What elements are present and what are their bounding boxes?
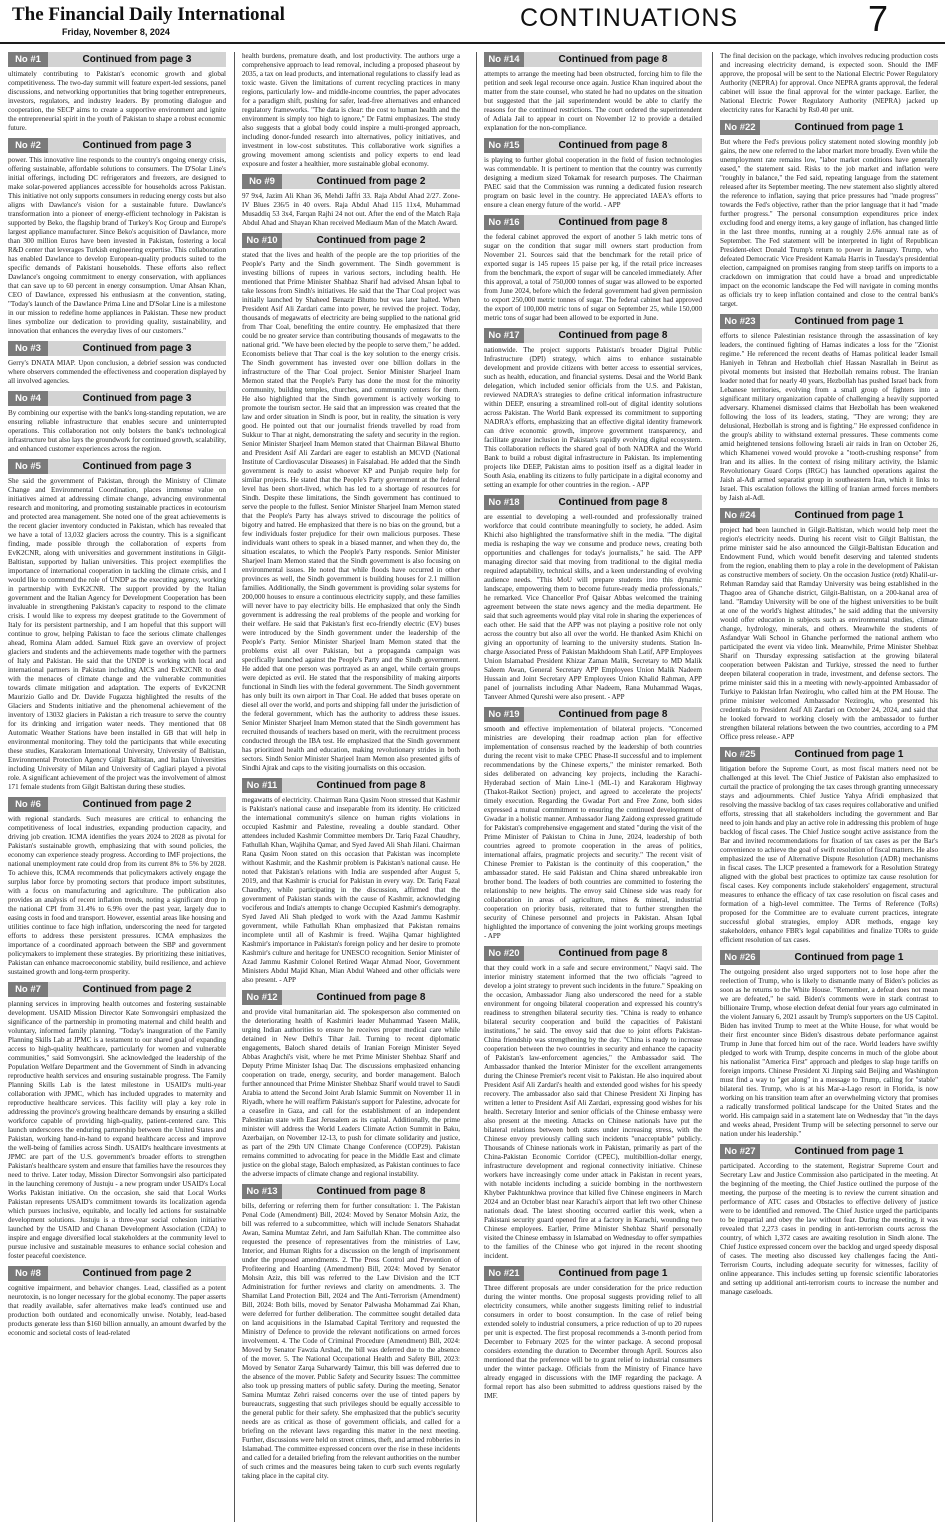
story xyxy=(8,391,226,454)
story xyxy=(8,52,226,133)
story-number: No #10 xyxy=(242,233,282,248)
continued-from-label: Continued from page 2 xyxy=(82,799,192,810)
story xyxy=(242,52,460,169)
continued-from-label: Continued from page 1 xyxy=(794,122,904,133)
continued-from-label: Continued from page 2 xyxy=(316,235,426,246)
story-body: By combining our expertise with the bank's long-standing reputation, we are ensuring reliable infrastructure that enables secure and uninterrupted operations. This collaboration not only bolsters the bank's technological infrastructure but also lays the groundwork for continued growth, scalability, and enhanced customer experiences across the region. xyxy=(8,409,226,453)
continued-from-label: Continued from page 8 xyxy=(558,217,668,228)
story xyxy=(8,982,226,1261)
story-header xyxy=(484,495,702,510)
story-number: No #26 xyxy=(720,950,760,965)
section-title: CONTINUATIONS xyxy=(520,4,739,32)
story-number: No #6 xyxy=(8,797,48,812)
story-number: No #4 xyxy=(8,391,48,406)
continued-from-label: Continued from page 2 xyxy=(316,176,426,187)
story-number: No #2 xyxy=(8,138,48,153)
story-number: No #24 xyxy=(720,508,760,523)
story xyxy=(484,946,702,1261)
story-header xyxy=(8,341,226,356)
story-body: participated. According to the statement, Registrar Supreme Court and Secretary Law and Justice Commission also participated in the meeting. At the beginning of the meeting, the Chief Justice outlined the purpose of the meeting, the purpose of the meeting is to review the current situation and performance of ATC cases and Obstacles to effective delivery of justice were to be identified and removed. The Chief Justice urged the participants to be impartial and obey the law without fear. During the meeting, it was revealed that 2,273 cases in pending in anti-terrorism courts across the country, of which 1,372 cases are awaiting resolution in Sindh alone. The Chief Justice expressed concern over the backlog and urged speedy disposal of cases. The meeting also discussed key challenges facing the Anti-Terrorism Courts, including adequate security for witnesses, facility of online appearance. This includes setting up forensic scientific laboratories and setting up additional anti-terrorism courts to increase the number and manage caseloads. xyxy=(720,1162,938,1296)
story-header xyxy=(720,120,938,135)
story xyxy=(242,1184,460,1481)
story-header xyxy=(484,138,702,153)
continued-from-label: Continued from page 3 xyxy=(82,54,192,65)
story-number: No #11 xyxy=(242,778,282,793)
continued-from-label: Continued from page 8 xyxy=(316,992,426,1003)
story-number: No #12 xyxy=(242,990,282,1005)
story-body: smooth and effective implementation of bilateral projects. "Concerned ministries are developing their roadmap action plan for effective implementation of consensus reached by the leadership of both countries during the recent visit to make CPEC Phase-II successful and to implement recommendations by the Chinese experts," the minister remarked. Both sides deliberated on advancing key projects, including the Karachi-Hyderabad section of Main Line-1 (ML-1) and Karakoram Highway (Thakot-Raikot Section) project, and agreed to accelerate the projects' timely execution. Regarding the Gwadar Port and Free Zone, both sides expressed a mutual commitment to ensuring the continued development of Gwadar in a holistic manner. Ambassador Jiang Zaidong expressed gratitude for Pakistan's comprehensive engagement and stated "during the visit of the Prime Minister of Pakistan to China in June, 2024, leadership of both countries agreed to promote cooperation in the areas of politics, international affairs, pragmatic projects and security." The recent visit of Chinese Premier to Pakistan is the continuity of this cooperation," the ambassador stated. He said Pakistan and China shared unbreakable iron brother bond. The leaders of both countries are committed to fostering the relationship to new heights. The envoy said Chinese side was ready for collaboration in areas of agriculture, mines & mineral, industrial cooperation on priority basis, reiterated that to further strengthen the security of Chinese personnel and projects in Pakistan. Ahsan Iqbal highlighted the importance of convening the joint working groups meetings - APP xyxy=(484,725,702,940)
story-body: project had been launched in Gilgit-Baltistan, which would help meet the region's electricity needs. During his recent visit to Gilgit Baltistan, the prime minister said he also announced the Gilgit-Baltistan Education and Endowment Fund, which would benefit deserving and talented students from the region, enabling them to play a role in the development of Pakistan as constructive members of society. On the occasion Justice (retd) Khalil-ur-Rehman Ramday said that Ramday University was being established in the Thagoo area of Ghanche district, Gilgit-Baltistan, on a 200-kanal area of land. "Ramday University will be one of the highest universities to be built at one of the world's highest altitudes," he said adding that the university would offer education in subjects such as environmental studies, climate change, hydrology, minerals, and others. Meanwhile the students of Asfandyar Wali School in Ghanche performed the national anthem who participated the event via video link. Meanwhile, Prime Minister Shehbaz Sharif on Thursday expressing satisfaction at the growing bilateral cooperation between Pakistan and Turkiye, stressed the need to further deepen bilateral cooperation in trade, investment, and defense sectors. The prime minister said this in a meeting with newly-appointed Ambassador of Turkiye to Pakistan Irfan Neziroglu, who called him at the PM House. The prime minister welcomed Ambassador Neziroglu, who presented his credentials to President Asif Ali Zardari on October 24, 2024, and said that he looked forward to working closely with the ambassador to further strengthen bilateral relations between the two countries, according to a PM Office press release.- APP xyxy=(720,526,938,741)
continued-from-label: Continued from page 8 xyxy=(558,709,668,720)
story xyxy=(720,508,938,742)
story-body: with regional standards. Such measures are critical to enhancing the competitiveness of local industries, expanding production capacity, and driving job creation. ICMA identifies the years 2024 to 2028 as pivotal for Pakistan's sustainable growth, emphasizing that with sound policies, the economy can experience steady progress. According to IMF projections, the national unemployment rate could drop from its current 8% to 5% by 2028. To achieve this, ICMA recommends that policymakers actively engage the surplus labor force by promoting sectors that produce import substitutes, with a focus on manufacturing and agriculture. The publication also provides an analysis of recent inflation trends, noting a significant drop in the national CPI from 31.4% to 6.9% over the past year, largely due to easing costs in food and transport. However, essential areas like housing and utilities continue to face high inflation, underscoring the need for targeted efforts to address these persistent pressures. ICMA emphasizes the importance of a coordinated approach between the SBP and government policymakers to implement these strategies. By prioritizing these initiatives, Pakistan can enhance macroeconomic stability, build resilience, and achieve sustained growth and long-term prosperity. xyxy=(8,815,226,976)
story-header xyxy=(484,1266,702,1281)
story-body: The final decision on the package, which involves reducing production costs and increasing electricity demand, is expected soon. Should the IMF approve, the proposal will be sent to the National Electric Power Regulatory Authority (NEPRA) for approval. Once NEPRA grants approval, the federal cabinet will issue the final approval for the winter package. Earlier, the National Electric Power Regulatory Authority (NEPRA) jacked up electricity rates for Karachi by Rs0.40 per unit. xyxy=(720,52,938,114)
continued-from-label: Continued from page 8 xyxy=(558,54,668,65)
story xyxy=(484,215,702,323)
continued-from-label: Continued from page 8 xyxy=(558,948,668,959)
story xyxy=(484,328,702,490)
story xyxy=(242,233,460,773)
story xyxy=(484,495,702,702)
story-number: No #23 xyxy=(720,314,760,329)
story-number: No #20 xyxy=(484,946,524,961)
story-body: cognitive impairment, and behavior changes. Lead, classified as a potent neurotoxin, is no longer necessary for the global economy. The paper asserts that readily available, safer alternatives make lead's continued use and production both outdated and economically unwise. Notably, lead-based products generate less than $160 billion annually, an amount dwarfed by the economic and societal costs of lead-related xyxy=(8,1284,226,1337)
story xyxy=(720,950,938,1139)
story-body: nationwide. The project supports Pakistan's broader Digital Public Infrastructure (DPI) strategy, which aims to enhance sustainable development and provide citizens with better access to essential services, such as health, education, and financial systems. Desai and the World Bank delegation, which included senior officials from the U.S. and Pakistan, reviewed NADRA's strategies to define critical information infrastructure within DEEP, ensuring a streamlined roll-out of digital identity solutions across Pakistan. The World Bank expressed its commitment to supporting NADRA's efforts, emphasizing that an effective digital identity framework can drive economic growth, improve government transparency, and facilitate greater inclusion in Pakistan's rapidly evolving digital ecosystem. This collaboration reflects the shared goal of both NADRA and the World Bank to build a robust digital infrastructure in Pakistan. Its implementing projects like DEEP, Pakistan aims to position itself as a digital leader in South Asia, enabling its citizens to fully participate in a digital economy and setting an example for other countries in the region. - APP xyxy=(484,346,702,489)
story-number: No #17 xyxy=(484,328,524,343)
story-body: ultimately contributing to Pakistan's economic growth and global competitiveness. The two-day summit will feature expert-led sessions, panel discussions, and networking opportunities that bring together entrepreneurs, investors, regulators, and industry leaders. By promoting dialogue and cooperation, the SECP aims to create a supportive environment and ignite the entrepreneurial spirit in the youth of Pakistan to shape a robust economic future. xyxy=(8,70,226,132)
story-header xyxy=(484,707,702,722)
continued-from-label: Continued from page 1 xyxy=(794,952,904,963)
continued-from-label: Continued from page 3 xyxy=(82,461,192,472)
continued-from-label: Continued from page 8 xyxy=(558,497,668,508)
story xyxy=(484,1266,702,1401)
story-body: is playing to further global cooperation in the field of fusion technologies was commendable. It is pertinent to mention that the country was currently designing a medium sized Tokamak for research purposes. The Chairman PAEC said that the Commission was running a dedicated fusion research program on basic level in the country. He appreciated IAEA's efforts to ensure a clean energy future of the world. - APP xyxy=(484,156,702,209)
story-header xyxy=(8,797,226,812)
story-header xyxy=(242,1184,460,1199)
story-header xyxy=(484,52,702,67)
story-body: are essential to developing a well-rounded and professionally trained workforce that could contribute meaningfully to society, he added. Asim Khichi also highlighted the transformative shift in the media. "The digital media is reshaping the way we consume and produce news, creating both opportunities and challenges for today's journalists," he said. The APP managing director said that moving from traditional to the digital media required adaptability, technical skills, and a keen understanding of evolving audience needs. "This MoU will prepare students into this dynamic landscape, empowering them to become future-ready media professionals," he remarked. Vice Chancellor Prof Qaisar Abbas welcomed the training agreement between the state news agency and the media department. He said that such agreements would play vital role in sharing the experiences of each other. He said that the APP was not playing a positive role not only across the country but also all over the world. He thanked Asim Khichi on giving an opportunity of learning to the university students. Station In-charge Associated Press of Pakistan Makhdoom Shah Latif, APP Employees Union Islamabad President Khizar Zaman Malik, Secretary to MD Malik Saleem Awan, General Secretary APP Employees Union Malik Nadeem Hussain and Joint Secretary APP Employees Union Khalid Rahman, APP panel of journalists including Athar Nadeem, Rana Muhammad Waqas, Tanveer Ahmed Qureshi were also present. - APP xyxy=(484,513,702,701)
story-number: No #13 xyxy=(242,1184,282,1199)
story-body: planning services in improving health outcomes and fostering sustainable development. USAID Mission Director Kate Somvongsiri emphasized the significance of the partnership in promoting maternal and child health and voluntary, informed family planning. "Today's inauguration of the Family Planning Skills Lab at JPMC is a testament to our shared goal of expanding access to high-quality healthcare, particularly for women and vulnerable communities," said Somvongsiri. She acknowledged the leadership of the Population Welfare Department and the Government of Sindh in advancing reproductive health services and ensuring sustainable progress. The Family Planning Skills Lab is the latest milestone in USAID's multi-year collaboration with JPMC, which has included upgrades to maternity and reproductive healthcare services. This facility will play a key role in addressing the province's growing healthcare demands by ensuring a skilled workforce capable of providing high-quality, patient-centered care. This launch underscores the enduring partnership between the United States and Pakistan, working hand-in-hand to expand healthcare access and improve the well-being of families across Sindh. USAID's healthcare investments at JPMC are part of the U.S. government's broader efforts to strengthen Pakistan's healthcare system and ensure that families have the resources they need to thrive. Later today, Mission Director Somvongsiri also participated in the launching ceremony of Justuju - a new program under USAID's Local Works Pakistan initiative. On the occasion, she said that Local Works Pakistan represents USAID's commitment towards its localization agenda which pursues inclusive, equitable, and locally led actions for sustainable development solutions. Justuju is a three-year social cohesion initiative launched by the USAID and Chanan Development Association (CDA) to inspire and engage diversified local stakeholders at the community level to pursue inclusive and sustainable measures to enhance social cohesion and foster peaceful coexistence. xyxy=(8,1000,226,1260)
story-body: the federal cabinet approved the export of another 5 lakh metric tons of sugar on the condition that sugar mill owners start production from November 21. Sources said that the benchmark for the retail price of exported sugar is 145 rupees 15 paise per kg, if the retail price increases from the benchmark, the export of sugar will be canceled immediately. After this approval, a total of 750,000 tonnes of sugar was allowed to be exported from June 2024, before which the federal government had given permission to export 250,000 metric tonnes of sugar. The federal cabinet had approved the export of 100,000 metric tons of sugar on September 25, while 150,000 metric tons of sugar had been allowed to be exported in June. xyxy=(484,233,702,322)
story-header xyxy=(720,314,938,329)
continued-from-label: Continued from page 1 xyxy=(794,749,904,760)
story-number: No #27 xyxy=(720,1144,760,1159)
story-number: No #19 xyxy=(484,707,524,722)
continued-from-label: Continued from page 3 xyxy=(82,343,192,354)
story-number: No #1 xyxy=(8,52,48,67)
story-body: power. This innovative line responds to the country's ongoing energy crisis, offering sustainable, affordable solutions to consumers. The D'Solar Line's initial offerings, including DC refrigerators and freezers, are designed to make solar-powered appliances accessible for households across Pakistan. This initiative not only supports consumers in reducing energy costs but also aligns with Dawlance's vision for a sustainable future. Dawlance's transformation into a pioneer of energy-efficient technology in Pakistan is supported by Beko, the flagship brand of Turkey's Koç Group and Europe's largest appliance manufacturer. Since Beko's acquisition of Dawlance, more than 300 million Euros have been invested in Pakistan, fostering a local R&D center that leverages Turkish engineering expertise. This collaboration has enabled Dawlance to develop European-quality products suited to the specific demands of Pakistani households. These efforts also reflect Dawlance's ongoing commitment to energy conservation, with appliances that can save up to 60 percent in energy consumption. Umar Ahsan Khan, CEO of Dawlance, expressed his enthusiasm at the convention, stating, "Today's launch of the Dawlance Prima Line and D'Solar Line is a milestone in our mission to redefine home appliances in Pakistan. These new product lines symbolize our dedication to providing quality, sustainability, and innovation that enhances the everyday lives of our customers." xyxy=(8,156,226,335)
story-header xyxy=(8,391,226,406)
continued-from-label: Continued from page 3 xyxy=(82,140,192,151)
story-header xyxy=(8,138,226,153)
continued-from-label: Continued from page 8 xyxy=(558,330,668,341)
issue-date: Friday, November 8, 2024 xyxy=(62,27,170,37)
story-body: litigation before the Supreme Court, as most fiscal matters need not be challenged at this level. The Chief Justice of Pakistan also emphasized to curtail the practice of prolonging the tax cases through granting unnecessary stays and adjournments. Chief Justice Yahya Afridi emphasized that resolving the massive backlog of tax cases requires collaborative and unified efforts, stressing that all stakeholders including the government and Bar need to join hands and play an active role in addressing this problem of huge backlog of fiscal cases. The Chief Justice sought active assistance from the Bar and invited recommendations for fixation of tax cases as per the Bar's convenience to achieve the goal of swift resolution of fiscal matters. He also emphasized the use of Alternative Dispute Resolution (ADR) mechanisms in fiscal cases. The LJCP presented a framework for a Resolution Strategy aligned with the global best practices to optimize tax cause resolution for fiscal cases. Key components include stakeholders' engagement, structural measures to enhance the efficacy of tax case resolution on fiscal cases and formation of a high-level committee. The Terms of Reference (ToRs) proposed for the Committee are to evaluate current practices, integrate successful global strategies, employ ADR methods, engage key stakeholders, enhance FBR's legal capabilities and finalize TORs to guide efficient resolution of tax cases. xyxy=(720,765,938,944)
story xyxy=(8,459,226,792)
story-header xyxy=(484,328,702,343)
story-header xyxy=(484,946,702,961)
continued-from-label: Continued from page 8 xyxy=(558,140,668,151)
story-number: No #21 xyxy=(484,1266,524,1281)
story xyxy=(720,52,938,115)
story-header xyxy=(720,950,938,965)
story xyxy=(720,314,938,503)
column-3 xyxy=(484,52,702,1524)
story-body: and provide vital humanitarian aid. The spokesperson also commented on the deteriorating health of Kashmiri leader Muhammad Yaseen Malik, urging Indian authorities to ensure he receives proper medical care while detained in New Delhi's Tihar Jail. Turning to recent diplomatic engagements, Baloch shared details of Iranian Foreign Minister Seyed Abbas Araghchi's visit, where he met Prime Minister Shehbaz Sharif and Deputy Prime Minister Ishaq Dar. The discussions emphasized enhancing cooperation on trade, energy, security, and border management. Baloch further announced that Prime Minister Shehbaz Sharif would travel to Saudi Arabia to attend the Second Joint Arab Islamic Summit on November 11 in Riyadh, where he will reaffirm Pakistan's support for Palestine, advocate for a ceasefire in Gaza, and call for the establishment of an independent Palestinian state with East Jerusalem as its capital. Additionally, the prime minister will address the World Leaders Climate Action Summit in Baku, Azerbaijan, on November 12-13, to push for climate solidarity and justice, as part of the 29th UN Climate Change Conference (COP29). Pakistan remains committed to advocating for peace in the Middle East and climate justice on the global stage, Baloch emphasized, as Pakistan continues to face the adverse impacts of climate change and regional instability. xyxy=(242,1008,460,1178)
story xyxy=(8,797,226,977)
continued-from-label: Continued from page 1 xyxy=(794,510,904,521)
story-body: that they could work in a safe and secure environment," Naqvi said. The interior ministry statement informed that the two officials "agreed to develop a joint strategy to prevent such incidents in the future." Speaking on the occasion, Ambassador Jiang also underscored the need for a stable environment for ongoing bilateral cooperation and expressed his country's readiness to strengthen bilateral security ties. "China is ready to enhance bilateral security cooperation and build the capacities of Pakistani institutions," he said. The envoy said that due to joint efforts Pakistan- China friendship was strengthening by the day. "China is ready to increase cooperation between the two countries in security and enhance the capacity of Pakistan's law-enforcement agencies," the Ambassador said. The Ambassador thanked the Interior Minister for the excellent arrangements during the Chinese Premier's recent visit to Pakistan. He also inquired about President Asif Ali Zardari's health and extended good wishes for his speedy recovery. The ambassador also said that Chinese President Xi Jinping has written a letter to President Asif Ali Zardari, expressing good wishes for his health. Secretary Interior and senior officials of the Chinese embassy were also present at the meeting. Attacks on Chinese nationals have put the bilateral relations between both states under increasing stress, with the Chinese envoy previously calling such incidents "unacceptable" publicly. Thousands of Chinese nationals work in Pakistan, primarily as part of the China-Pakistan Economic Corridor (CPEC), multibillion-dollar energy, infrastructure development and regional connectivity initiative. Chinese workers have increasingly come under attack in Pakistan in recent years, with notable incidents including a suicide bombing in the northwestern Khyber Pakhtunkhwa province that killed five Chinese engineers in March 2024 and an October blast near Karachi's airport that left two other Chinese nationals dead. The latest shooting occurred earlier this week, when a Pakistani security guard opened fire at a factory in Karachi, wounding two Chinese employees. Earlier, Prime Minister Shehbaz Sharif personally visited the Chinese embassy in Islamabad on Wednesday to offer sympathies to the families of the Chinese who got injured in the recent shooting incident. xyxy=(484,964,702,1260)
story-body: bills, deferring or referring them for further consultation: 1. The Pakistan Penal Code (Amendment) Bill, 2024: Moved by Senator Mohsin Aziz, the bill was referred to a subcommittee, which will include Senators Shahadat Awan, Samina Mumtaz Zehri, and Jam Saifullah Khan. The committee also requested the presence of representatives from the ministries of Law, Interior, and Human Rights for a discussion on the length of imprisonment under the proposed amendments. 2. The Press Control and Prevention of Profiteering and Hoarding (Amendment) Bill, 2024: Moved by Senator Mohsin Aziz, this bill was referred to the Law Division and the ICT Administration for further reviews and clarity on amendments. 3. The Shamilat Land Protection Bill, 2024 and The Anti-Terrorism (Amendment) Bill, 2024: Both bills, moved by Senator Palwasha Mohammad Zai Khan, were deferred for further deliberation. The committee sought detailed data on land acquisitions in the Islamabad Capital Territory and requested the Ministry of Defence to provide the relevant notifications on armed forces involvement. 4. The Code of Criminal Procedure (Amendment) Bill, 2024: Moved by Senator Fawzia Arshad, the bill was deferred due to the absence of the mover. 5. The National Occupational Health and Safety Bill, 2023: Moved by Senator Zarqa Suharwardy Taimur, this bill was deferred due to the absence of the mover. Public Safety and Security Issues: The committee also took up pressing matters of public safety. During the meeting, Senator Samina Mumtaz Zehri raised concerns over the use of tinted papers by bureaucrats, suggesting that such privileges should be equally accessible to the general public for their safety. She emphasized that the public's security needs are as critical as those of government officials, and called for a briefing on the relevant laws regarding this matter in the next meeting. Further, discussions were held on street crimes, theft, and armed robberies in Islamabad. The committee expressed concern over the rise in these incidents and called for a detailed briefing from the relevant authorities on the number of such crimes and the measures being taken to curb such events regularly taking place in the capital city. xyxy=(242,1202,460,1480)
continued-from-label: Continued from page 1 xyxy=(558,1268,668,1279)
continued-from-label: Continued from page 8 xyxy=(316,1186,426,1197)
story xyxy=(720,747,938,945)
story-header xyxy=(8,52,226,67)
story-body: But where the Fed's previous policy statement noted slowing monthly job gains, the new one referred to the labor market more broadly. Even while the unemployment rate remains low, "labor market conditions have generally eased," the statement said. Risks to the job market and inflation were "roughly in balance," the Fed said, repeating language from the statement released after its September meeting. The new statement also slightly altered the reference to inflation, saying that price pressures had "made progress" towards the Fed's objective, rather than the prior language that it had "made further progress." The personal consumption expenditures price index excluding food and energy items, a key gauge of inflation, has changed little in the last three months, running at a roughly 2.6% annual rate as of September. The Fed statement will be interpreted in light of Republican President-elect Donald Trump's return to power in January. Trump, who defeated Democratic Vice President Kamala Harris in Tuesday's presidential election, campaigned on promises ranging from steep tariffs on imports to a crackdown on immigration that could have a broad and unpredictable impact on the economic landscape the Fed will navigate in coming months as officials try to keep inflation contained and close to the central bank's target. xyxy=(720,138,938,308)
story-header xyxy=(720,747,938,762)
story-body: Three different proposals are under consideration for the price reduction during the winter months. One proposal suggests providing relief to all electricity consumers, while another suggests limiting relief to industrial consumers in order to boost consumption. In the case of relief being extended solely to industrial consumers, a price reduction of up to 20 rupees per unit is expected. The first proposal recommends a 3-month period from December to February 2025 for the winter package. A second proposal considers extending the duration to December through April. Sources also mentioned that the preference will be to grant relief to industrial consumers under the winter package. Officials from the Ministry of Finance have already engaged in discussions with the IMF regarding the package. A formal report has also been submitted to address questions raised by the IMF. xyxy=(484,1284,702,1400)
column-2 xyxy=(242,52,460,1524)
column-4 xyxy=(720,52,938,1524)
story-header xyxy=(242,233,460,248)
story-number: No #9 xyxy=(242,174,282,189)
story-number: No #7 xyxy=(8,982,48,997)
story-body: She said the government of Pakistan, through the Ministry of Climate Change and Environmental Coordination, places immense value on initiatives aimed at addressing climate change, advancing environmental research and monitoring, and promoting sustainable practices in ecotourism and protected area management. She noted one of the great achievements is the recent glacier inventory conducted in Pakistan, which has revealed that we have a total of 13,032 glaciers across the country. This is a significant finding, made possible through the collaboration of experts from EvK2CNR, along with universities and government institutions in Gilgit-Baltistan, supported by Italian universities. This project exemplifies the importance of international cooperation in tackling the climate crisis, and I would like to commend the role of UNDP as the executing agency, working in partnership with EvK2CNR. The support provided by the Italian government and the Italian Agency for Development Cooperation has been invaluable in strengthening Pakistan's capacity to respond to the climate crisis. I would like to express my deepest gratitude to the Government of Italy for its persistent partnership, and I am hopeful that this support will continue to grow, helping Pakistan to face the serious climate challenges ahead, Romina Alam added. Samuel Rizk gave an overview of project glaciers and students and the achievements made together with the partners of Italy and Pakistan. He said that the UNDP is working with local and international partners in Pakistan including AICS and EvK2CNR to deal with the menaces of climate change and the vulnerable communities towards climate mitigation and adaptation. The experts of EvK2CNR Maurizio Gallo and Dr. Davide Fugazza highlighted the results of the Glaciers and Students initiative and the phenomenal achievement of the inventory of 13032 glaciers in Pakistan a rich treasure to serve the country for its drinking and irrigation water needs. They mentioned that 08 Automatic Weather Stations have been installed in GB that will help in environmental monitoring. They told the participants that while executing these studies, Karakoram International University, University of Baltistan, Environmental Protection Agency Gilgit Baltistan, and Italian Universities including University of Milan and University of Cagliari played a pivotal role. A significant achievement of the project was the involvement of almost 171 female students from Gilgit Baltistan during these studies. xyxy=(8,477,226,791)
story xyxy=(484,707,702,941)
continued-from-label: Continued from page 8 xyxy=(316,780,426,791)
story-number: No #3 xyxy=(8,341,48,356)
story xyxy=(242,174,460,228)
story xyxy=(242,778,460,985)
story-number: No #22 xyxy=(720,120,760,135)
story-body: Gerry's DNATA MIAP. Upon conclusion, a debrief session was conducted where observers commended the effectiveness and cooperation displayed by all involved agencies. xyxy=(8,359,226,385)
story xyxy=(720,120,938,309)
story-header xyxy=(720,1144,938,1159)
story-header xyxy=(242,174,460,189)
story-body: megawatts of electricity. Chairman Rana Qasim Noon stressed that Kashmir is Pakistan's national cause and inseparable from its identity. He criticized the international community's silence on human rights violations in occupied Kashmir and Palestine, revealing a double standard. Other attendees included Kashmir Committee members Dr. Tariq Fazal Chaudhry, Fathullah Khan, Wajihiha Qamar, and Syed Javed Ali Shah Jilani. Chairman Rana Qasim Noon stated on this occasion that Pakistan was incomplete without Kashmir, and the Kashmir problem is Pakistan's national cause. He noted that Pakistan's relations with India are suspended after August 5, 2019, and that Kashmir is crucial for Pakistan in every way. Dr. Tariq Fazal Chaudhry, while participating in the discussion, affirmed that the government of Pakistan stands with the cause of Kashmir, acknowledging vociferous and India's attempts to change Occupied Kashmir's demography. Syed Javed Ali Shah pledged to work with the Azad Jammu Kashmir government, while Fathullah Khan emphasized that Pakistan remains incomplete until all of Kashmir is freed. Wajiha Qamar highlighted Kashmir's importance in Pakistan's foreign policy and her desire to promote Kashmir's culture and heritage for UNESCO recognition. Senior Minister of Azad Jammu Kashmir Colonel Retired Waqar Ahmad Noor, Government Ministers Abdul Majid Khan, Mian Abdul Waheed and other officials were also present. - APP xyxy=(242,796,460,984)
story xyxy=(8,1266,226,1338)
story xyxy=(242,990,460,1179)
story-header xyxy=(484,215,702,230)
continued-from-label: Continued from page 3 xyxy=(82,393,192,404)
story xyxy=(484,52,702,133)
story-number: No #15 xyxy=(484,138,524,153)
story-number: No #16 xyxy=(484,215,524,230)
story xyxy=(720,1144,938,1297)
story-body: The outgoing president also urged supporters not to lose hope after the reelection of Trump, who is likely to dismantle many of Biden's policies as soon as he returns to the White House. "Remember, a defeat does not mean we are defeated," he said. Biden's comments were in stark contrast to billionaire Trump, whose election defeat denial four years ago culminated in the violent January 6, 2021 assault by Trump's supporters on the US Capitol. Biden has invited Trump to meet at the White House, for what would be their first encounter since Biden's disastrous debate performance against Trump in June that forced him out of the race. World leaders have swiftly pledged to work with Trump, despite concerns in much of the globe about his nationalist "America First" approach and pledges to slap huge tariffs on foreign imports. Chinese President Xi Jinping said Beijing and Washington must find a way to "get along" in a message to Trump, calling for "stable" bilateral ties. Trump, who is at his Mar-a-Lago resort in Florida, is now working on his transition team after an overwhelming victory that promises a radically transformed political landscape for the United States and the world. His campaign said in a statement late on Wednesday that "in the days and weeks ahead, President Trump will be selecting personnel to serve our nation under his leadership." xyxy=(720,968,938,1138)
story-body: efforts to silence Palestinian resistance through the assassination of key leaders, the continued fighting of Hamas indicates a loss for the "Zionist regime." He referenced the recent deaths of Hamas political leader Ismail Haniyeh in Tehran and Hezbollah chief Hassan Nasrallah in Beirut as pivotal moments but insisted that Hezbollah remains robust. The Iranian leader noted that for nearly 40 years, Hezbollah has pushed Israel back from Lebanese territories, evolving from a small group of fighters into a significant military organization capable of challenging a heavily supported adversary. Khamenei dismissed claims that Hezbollah has been weakened following the loss of its leaders, stating, "They are wrong; they are delusional, Hezbollah is strong and is fighting." He expressed confidence in the group's ability to withstand external pressures. These comments come amid heightened tensions following Israeli air raids in Iran on October 26, which Khamenei vowed would provoke a "tooth-crushing response" from Iran and its allies. In the context of rising military activity, the Islamic Revolutionary Guard Corps (IRGC) has launched operations against the Jaish al-Adl armed separatist group in southeastern Iran, which it links to Israel. This escalation follows the killing of Iranian armed forces members by Jaish al-Adl. xyxy=(720,332,938,502)
story-number: No #5 xyxy=(8,459,48,474)
story-header xyxy=(720,508,938,523)
page-number: 7 xyxy=(868,0,889,39)
story-header xyxy=(242,990,460,1005)
story xyxy=(8,138,226,336)
story-header xyxy=(8,459,226,474)
story-header xyxy=(8,1266,226,1281)
story-body: health burdens, premature death, and lost productivity. The authors urge a comprehensive approach to lead removal, including a proposed phaseout by 2035, a tax on lead products, and international regulations to classify lead as toxic waste. Given the limitations of current recycling practices in many regions, particularly low- and middle-income countries, the paper advocates for a paradigm shift, pushing for safer, lead-free alternatives and enhanced regulatory frameworks. "The data is clear: the cost to human health and the environment is simply too high to ignore," Dr Fatmi emphasizes. The study also suggests that a global body could inspire a multi-pronged approach, including donor-funded research into alternatives, policy initiatives, and investment in low-cost substitutes. This collaborative work signifies a growing movement among scientists and policy experts to end lead exposure and foster a healthier, more sustainable global economy. xyxy=(242,52,460,168)
column-1 xyxy=(8,52,226,1524)
story-number: No #14 xyxy=(484,52,524,67)
continued-from-label: Continued from page 1 xyxy=(794,1146,904,1157)
story-body: attempts to arrange the meeting had been obstructed, forcing him to file the petition and seek legal recourse once again. Justice Khan inquired about the matter from the state counsel, who stated he had no updates on the situation but suggested that the jail superintendent would be able to clarify the reasons for the continued restrictions. The court ordered the superintendent of Adiala Jail to appear in court on November 12 to provide a detailed explanation for the non-compliance. xyxy=(484,70,702,132)
story-header xyxy=(8,982,226,997)
continued-from-label: Continued from page 1 xyxy=(794,316,904,327)
story xyxy=(8,341,226,386)
paper-name: The Financial Daily International xyxy=(12,4,285,25)
story xyxy=(484,138,702,210)
story-body: stated that the lives and health of the people are the top priorities of the People's Party and the Sindh government. The Sindh government is investing billions of rupees in various sectors, including health. He mentioned that Prime Minister Shahbaz Sharif had advised Ahsan Iqbal to take lessons from Sindh's initiatives. He said that the Thar Coal project was initially launched by Shaheed Benazir Bhutto but was later halted. When President Asif Ali Zardari came into power, he revived the project. Today, thousands of megawatts of electricity are being supplied to the national grid from Thar Coal, benefiting the entire country. He emphasized that there could be no greater service than contributing thousands of megawatts to the national grid. "We have been elected by the people to serve them," he added. Economists believe that Thar coal is the key solution to the energy crisis. The Sindh government has invested over one billion dollars in the infrastructure of the Thar Coal project. Senior Minister Sharjeel Inam Memon stated that the People's Party has done the most for the minority community, building temples, churches, and community centers for them. He also highlighted that the Sindh government is actively working to promote the tourism sector. He said that an impression was created that the law and order situation in Sindh is poor, but in reality, the situation is very good. He pointed out that our journalist friends travelled by road from Sukkur to Thar at night, demonstrating the safety and security in the region. Senior Minister Sharjeel Inam Memon stated that Chairman Bilawal Bhutto and President Asif Ali Zardari are eager to establish an MCVD (National Institute of Cardiovascular Diseases) in Faisalabad. He added that the Sindh government is ready to assist whoever KP and Punjab require help for similar projects. He stated that the People's Party government at the federal level has been short-lived, which has led to a shortage of resources for Sindh. Despite these limitations, the Sindh government has continued to serve the people to the fullest. Senior Minister Sharjeel Inam Memon stated that the People's Party has always strived to discourage the politics of bigotry and hatred. He emphasized that there is no bias on the ground, but a few individuals foster prejudice for their own malicious purposes. These individuals want others to speak in a biased manner, and when they do, the situation escalates, to which the People's Party responds. Senior Minister Sharjeel Inam Memon stated that the Sindh government is also focusing on environmental issues. He noted that while floods have occurred in other provinces as well, the Sindh government is building houses for 2.1 million families. Additionally, the Sindh government is providing solar systems for 200,000 houses to ensure a continuous electricity supply, and these families will never have to pay electricity bills. He emphasized that only the Sindh government is addressing the real problems of the people and working for their welfare. He said that Pakistan's first eco-friendly electric (EV) buses were introduced by the Sindh government under the leadership of the People's Party. Senior Minister Sharjeel Inam Memon stated that the problems exist all over Pakistan, but a propaganda campaign was specifically launched against the People's Party and the Sindh government. He added that one person was portrayed as an angel, while certain groups were depicted as evil. He stated that the responsibility of making airports functional in Sindh lies with the federal government. The Sindh government has only built its own airport in Thar Coal. He added that buses operate on diesel all over the world, and ports and shipping fall under the jurisdiction of the federal government, which has the authority to address these issues. Senior Minister Sharjeel Inam Memon stated that the Sindh government has recruited thousands of teachers based on merit, with the recruitment process conducted through the IBA test. He emphasized that the Sindh government has prioritized health and education, making revolutionary strides in both sectors. Sindh Senior Minister Sharjeel Inam Memon also presented gifts of Sindhi Ajrak and caps to the visiting journalists on this occasion. xyxy=(242,251,460,772)
article-columns xyxy=(8,52,938,1524)
continued-from-label: Continued from page 2 xyxy=(82,984,192,995)
story-number: No #18 xyxy=(484,495,524,510)
story-body: 97 9x4, Jazim Ali Khan 36, Mehdi Jaffri 33. Raja Abdul Ahad 2/27. Zone-IV Blues 236/5 in 40 overs. Raja Abdul Ahad 115 11x4, Muhammad Musaddiq 53 3x4, Farqan Rajhi 24 not out. After the end of the Match Raja Abdul Ahad and Shayan Khan received Mediaum Man of the Match Award. xyxy=(242,192,460,227)
story-number: No #8 xyxy=(8,1266,48,1281)
story-header xyxy=(242,778,460,793)
continued-from-label: Continued from page 2 xyxy=(82,1268,192,1279)
masthead xyxy=(0,0,945,44)
story-number: No #25 xyxy=(720,747,760,762)
